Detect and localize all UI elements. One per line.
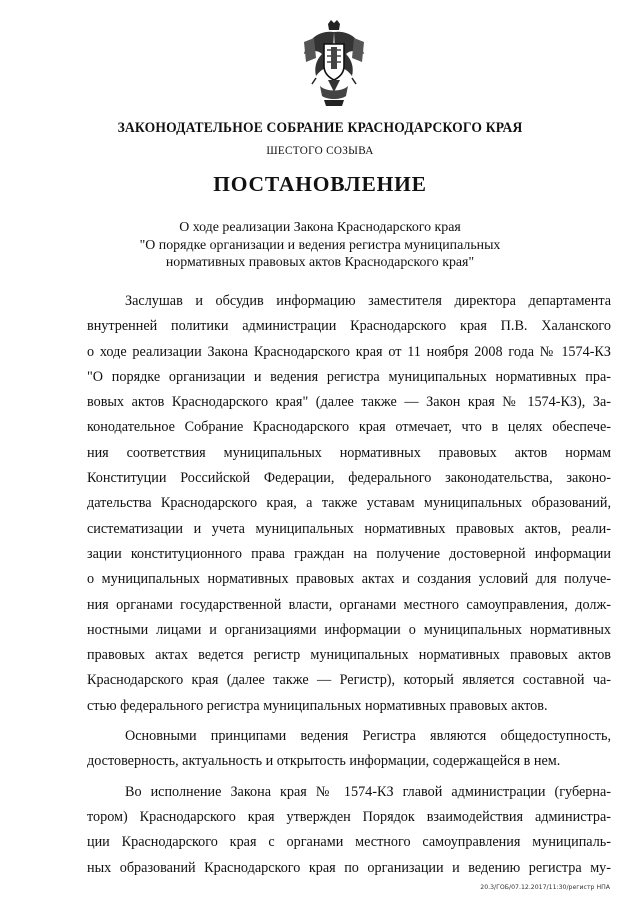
body-line: о муниципальных нормативных правовых актах и создания условий для получе-	[87, 571, 611, 588]
body-line: "О порядке организации и ведения регистра муниципальных нормативных пра-	[87, 368, 611, 385]
coat-of-arms-emblem	[298, 20, 370, 108]
body-line: Во исполнение Закона края № 1574-КЗ главой администрации (губерна-	[125, 783, 611, 800]
body-line: Заслушав и обсудив информацию заместителя директора департамента	[125, 293, 611, 309]
body-line: Основными принципами ведения Регистра являются общедоступность,	[125, 728, 611, 745]
subject-line: "О порядке организации и ведения регистра муниципальных	[139, 237, 501, 253]
body-line: ных образований Краснодарского края по организации и ведению регистра му-	[87, 859, 611, 876]
body-line: Краснодарского края (далее также — Регистр), который является составной ча-	[87, 672, 611, 689]
body-line: внутренней политики администрации Краснодарского края П.В. Халанского	[87, 318, 611, 335]
body-line: дательства Краснодарского края, а также уставам муниципальных образований,	[87, 495, 611, 512]
body-line: ния органами государственной власти, органами местного самоуправления, долж-	[87, 596, 611, 613]
body-line: конодательное Собрание Краснодарского края отмечает, что в целях обеспече-	[87, 419, 611, 436]
body-line: систематизации и учета муниципальных нормативных правовых актов, реали-	[87, 520, 611, 537]
body-line: зации конституционного права граждан на получение достоверной информации	[87, 545, 611, 562]
subject-line: нормативных правовых актов Краснодарского края"	[165, 255, 475, 270]
body-line: тором) Краснодарского края утвержден Порядок взаимодействия администра-	[87, 808, 611, 825]
body-line: о ходе реализации Закона Краснодарского края от 11 ноября 2008 года № 1574-КЗ	[87, 343, 611, 360]
body-line: достоверность, актуальность и открытость информации, содержащейся в нем.	[87, 753, 561, 770]
body-line: правовых актах ведется регистр муниципальных нормативных правовых актов	[87, 647, 611, 664]
body-line: ностными лицами и организациями информации о муниципальных нормативных	[87, 621, 611, 638]
body-line: ции Краснодарского края с органами местного самоуправления муниципаль-	[87, 834, 611, 851]
body-line: ния соответствия муниципальных нормативных правовых актов нормам	[87, 444, 611, 461]
footer-registration-stamp: 20.3/ГОБ/07.12.2017/11:30/регистр НПА	[480, 884, 610, 891]
organization-name: ЗАКОНОДАТЕЛЬНОЕ СОБРАНИЕ КРАСНОДАРСКОГО КРАЯ	[117, 120, 523, 136]
body-line: Конституции Российской Федерации, федерального законодательства, законо-	[87, 470, 611, 487]
subject-line: О ходе реализации Закона Краснодарского края	[179, 220, 461, 235]
document-subject	[0, 219, 640, 272]
body-line: стью федерального регистра муниципальных нормативных правовых актов.	[87, 697, 548, 714]
body-line: вовых актов Краснодарского края" (далее также — Закон края № 1574-КЗ), За-	[87, 394, 611, 411]
convocation-label: ШЕСТОГО СОЗЫВА	[266, 145, 374, 157]
document-body	[87, 289, 611, 881]
document-title: ПОСТАНОВЛЕНИЕ	[213, 172, 427, 196]
